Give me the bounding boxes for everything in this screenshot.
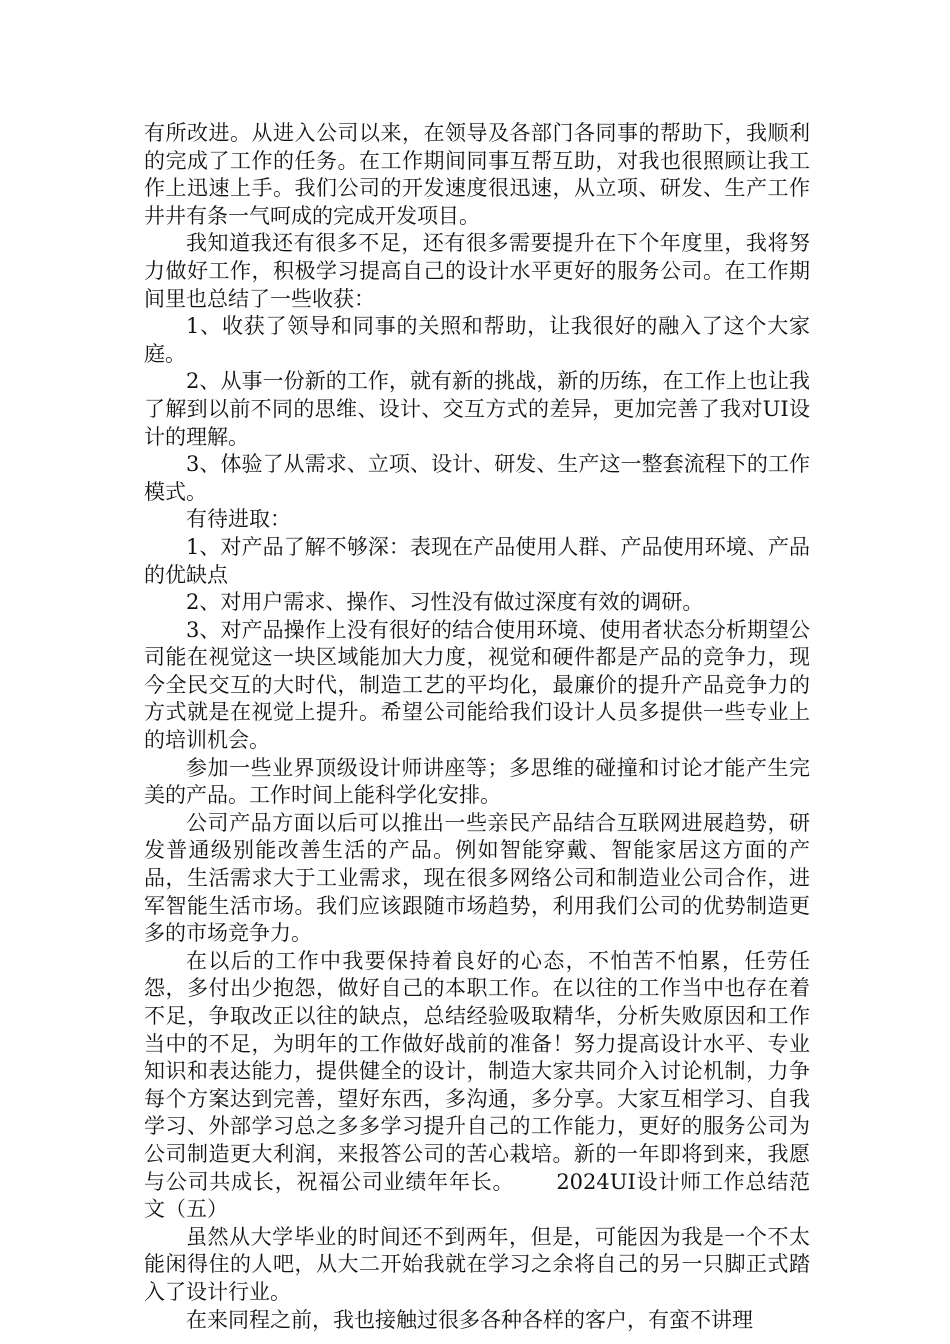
paragraph: 3、对产品操作上没有很好的结合使用环境、使用者状态分析期望公司能在视觉这一块区域能加大力度，视觉和硬件都是产品的竞争力，现今全民交互的大时代，制造工艺的平均化，最廉价的提升产品竞争力的方式就是在视觉上提升。希望公司能给我们设计人员多提供一些专业上的培训机会。 [144, 617, 810, 753]
closing-paragraph [144, 948, 810, 1224]
paragraph: 1、对产品了解不够深：表现在产品使用人群、产品使用环境、产品的优缺点 [144, 534, 810, 587]
paragraph: 2、从事一份新的工作，就有新的挑战，新的历练，在工作上也让我了解到以前不同的思维、设计、交互方式的差异，更加完善了我对UI设计的理解。 [144, 369, 810, 449]
closing-text: 在以后的工作中我要保持着良好的心态，不怕苦不怕累，任劳任怨，多付出少抱怨，做好自己的本职工作。在以往的工作当中也存在着不足，争取改正以往的缺点，总结经验吸取精华，分析失败原因和工作当中的不足，为明年的工作做好战前的准备！努力提高设计水平、专业知识和表达能力，提供健全的设计，制造大家共同介入讨论机制，力争每个方案达到完善，望好东西，多沟通，多分享。大家互相学习、自我学习、外部学习总之多多学习提升自己的工作能力，更好的服务公司为公司制造更大利润，来报答公司的苦心栽培。新的一年即将到来，我愿与公司共成长，祝福公司业绩年年长。 [144, 948, 810, 1194]
paragraph: 1、收获了领导和同事的关照和帮助，让我很好的融入了这个大家庭。 [144, 314, 810, 366]
paragraph: 我知道我还有很多不足，还有很多需要提升在下个年度里，我将努力做好工作，积极学习提高自己的设计水平更好的服务公司。在工作期间里也总结了一些收获： [144, 231, 810, 311]
paragraph: 3、体验了从需求、立项、设计、研发、生产这一整套流程下的工作模式。 [144, 452, 810, 504]
document-body [144, 120, 810, 1334]
paragraph: 在来同程之前，我也接触过很多各种各样的客户，有蛮不讲理 [186, 1307, 753, 1332]
paragraph: 虽然从大学毕业的时间还不到两年，但是，可能因为我是一个不太能闲得住的人吧，从大二开始我就在学习之余将自己的另一只脚正式踏入了设计行业。 [144, 1224, 810, 1304]
paragraph: 有所改进。从进入公司以来，在领导及各部门各同事的帮助下，我顺利的完成了工作的任务。在工作期间同事互帮互助，对我也很照顾让我工作上迅速上手。我们公司的开发速度很迅速，从立项、研发、生产工作井井有条一气呵成的完成开发项目。 [144, 121, 810, 228]
paragraph: 有待进取： [186, 507, 291, 532]
paragraph: 公司产品方面以后可以推出一些亲民产品结合互联网进展趋势，研发普通级别能改善生活的产品。例如智能穿戴、智能家居这方面的产品，生活需求大于工业需求，现在很多网络公司和制造业公司合作，进军智能生活市场。我们应该跟随市场趋势，利用我们公司的优势制造更多的市场竞争力。 [144, 810, 810, 946]
paragraph: 参加一些业界顶级设计师讲座等；多思维的碰撞和讨论才能产生完美的产品。工作时间上能科学化安排。 [144, 755, 810, 808]
section-title: 2024UI设计师工作总结范文（五） [144, 1169, 811, 1222]
paragraph: 2、对用户需求、操作、习性没有做过深度有效的调研。 [186, 590, 704, 615]
